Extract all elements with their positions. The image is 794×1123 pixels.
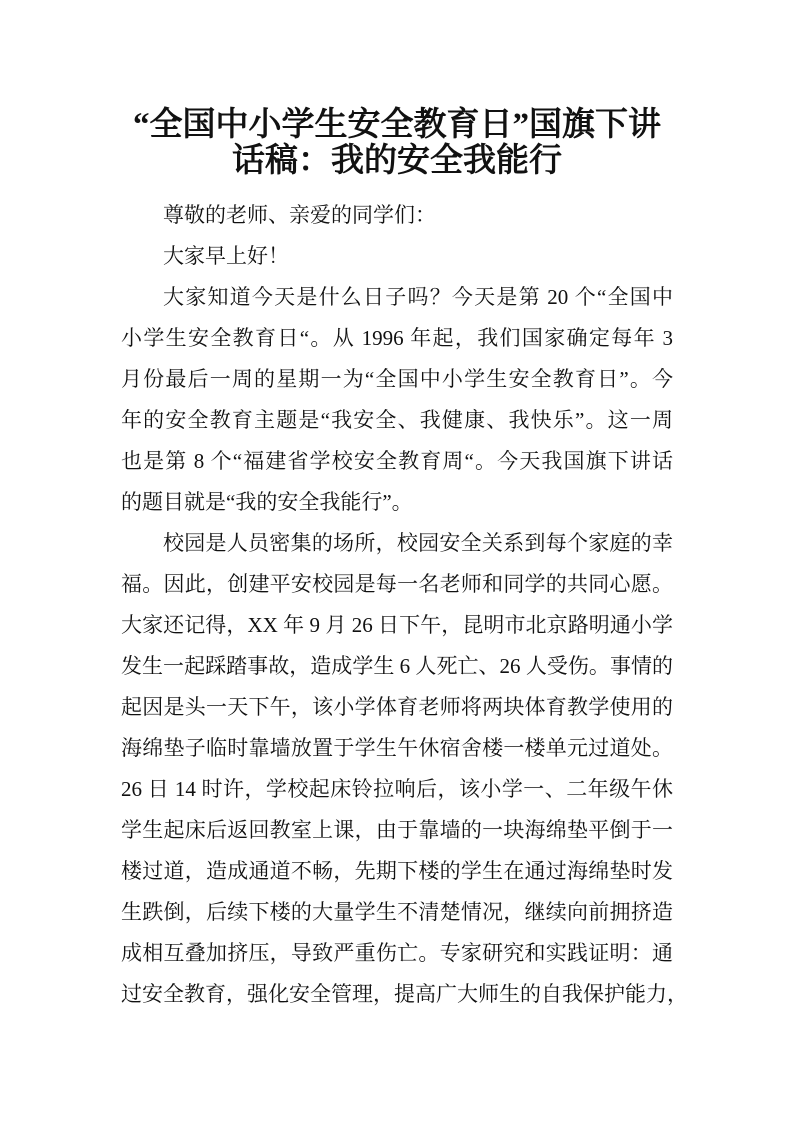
text-line: 年的安全教育主题是“我安全、我健康、我快乐”。这一周 — [121, 408, 673, 432]
text-line: 小学生安全教育日“。从 1996 年起，我们国家确定每年 3 — [121, 326, 673, 350]
title-line: “全国中小学生安全教育日”国旗下讲 — [133, 107, 661, 143]
text-line: 大家早上好！ — [163, 244, 289, 268]
text-line: 发生一起踩踏事故，造成学生 6 人死亡、26 人受伤。事情的 — [121, 654, 673, 678]
text-line: 大家知道今天是什么日子吗？今天是第 20 个“全国中 — [163, 285, 673, 309]
text-line: 楼过道，造成通道不畅，先期下楼的学生在通过海绵垫时发 — [121, 859, 673, 883]
document-body — [121, 195, 688, 1015]
paragraph-greeting — [121, 195, 673, 236]
paragraph-campus-safety — [121, 523, 688, 1015]
text-line: 学生起床后返回教室上课，由于靠墙的一块海绵垫平倒于一 — [121, 818, 673, 842]
document-title — [0, 107, 794, 179]
text-line: 海绵垫子临时靠墙放置于学生午休宿舍楼一楼单元过道处。 — [121, 736, 673, 760]
text-line: 过安全教育，强化安全管理，提高广大师生的自我保护能力， — [121, 982, 688, 1006]
text-line: 校园是人员密集的场所，校园安全关系到每个家庭的幸 — [163, 531, 673, 555]
text-line: 起因是头一天下午，该小学体育老师将两块体育教学使用的 — [121, 695, 673, 719]
text-line: 成相互叠加挤压，导致严重伤亡。专家研究和实践证明：通 — [121, 941, 673, 965]
title-line: 话稿：我的安全我能行 — [232, 143, 562, 179]
text-line: 大家还记得，XX 年 9 月 26 日下午，昆明市北京路明通小学 — [121, 613, 673, 637]
text-line: 也是第 8 个“福建省学校安全教育周“。今天我国旗下讲话 — [121, 449, 673, 473]
text-line: 福。因此，创建平安校园是每一名老师和同学的共同心愿。 — [121, 572, 673, 596]
paragraph-intro — [121, 277, 673, 523]
text-line: 26 日 14 时许，学校起床铃拉响后，该小学一、二年级午休 — [121, 777, 673, 801]
text-line: 的题目就是“我的安全我能行”。 — [121, 490, 413, 514]
text-line: 生跌倒，后续下楼的大量学生不清楚情况，继续向前拥挤造 — [121, 900, 673, 924]
text-line: 尊敬的老师、亲爱的同学们： — [163, 203, 436, 227]
text-line: 月份最后一周的星期一为“全国中小学生安全教育日”。今 — [121, 367, 673, 391]
paragraph-good-morning — [121, 236, 673, 277]
